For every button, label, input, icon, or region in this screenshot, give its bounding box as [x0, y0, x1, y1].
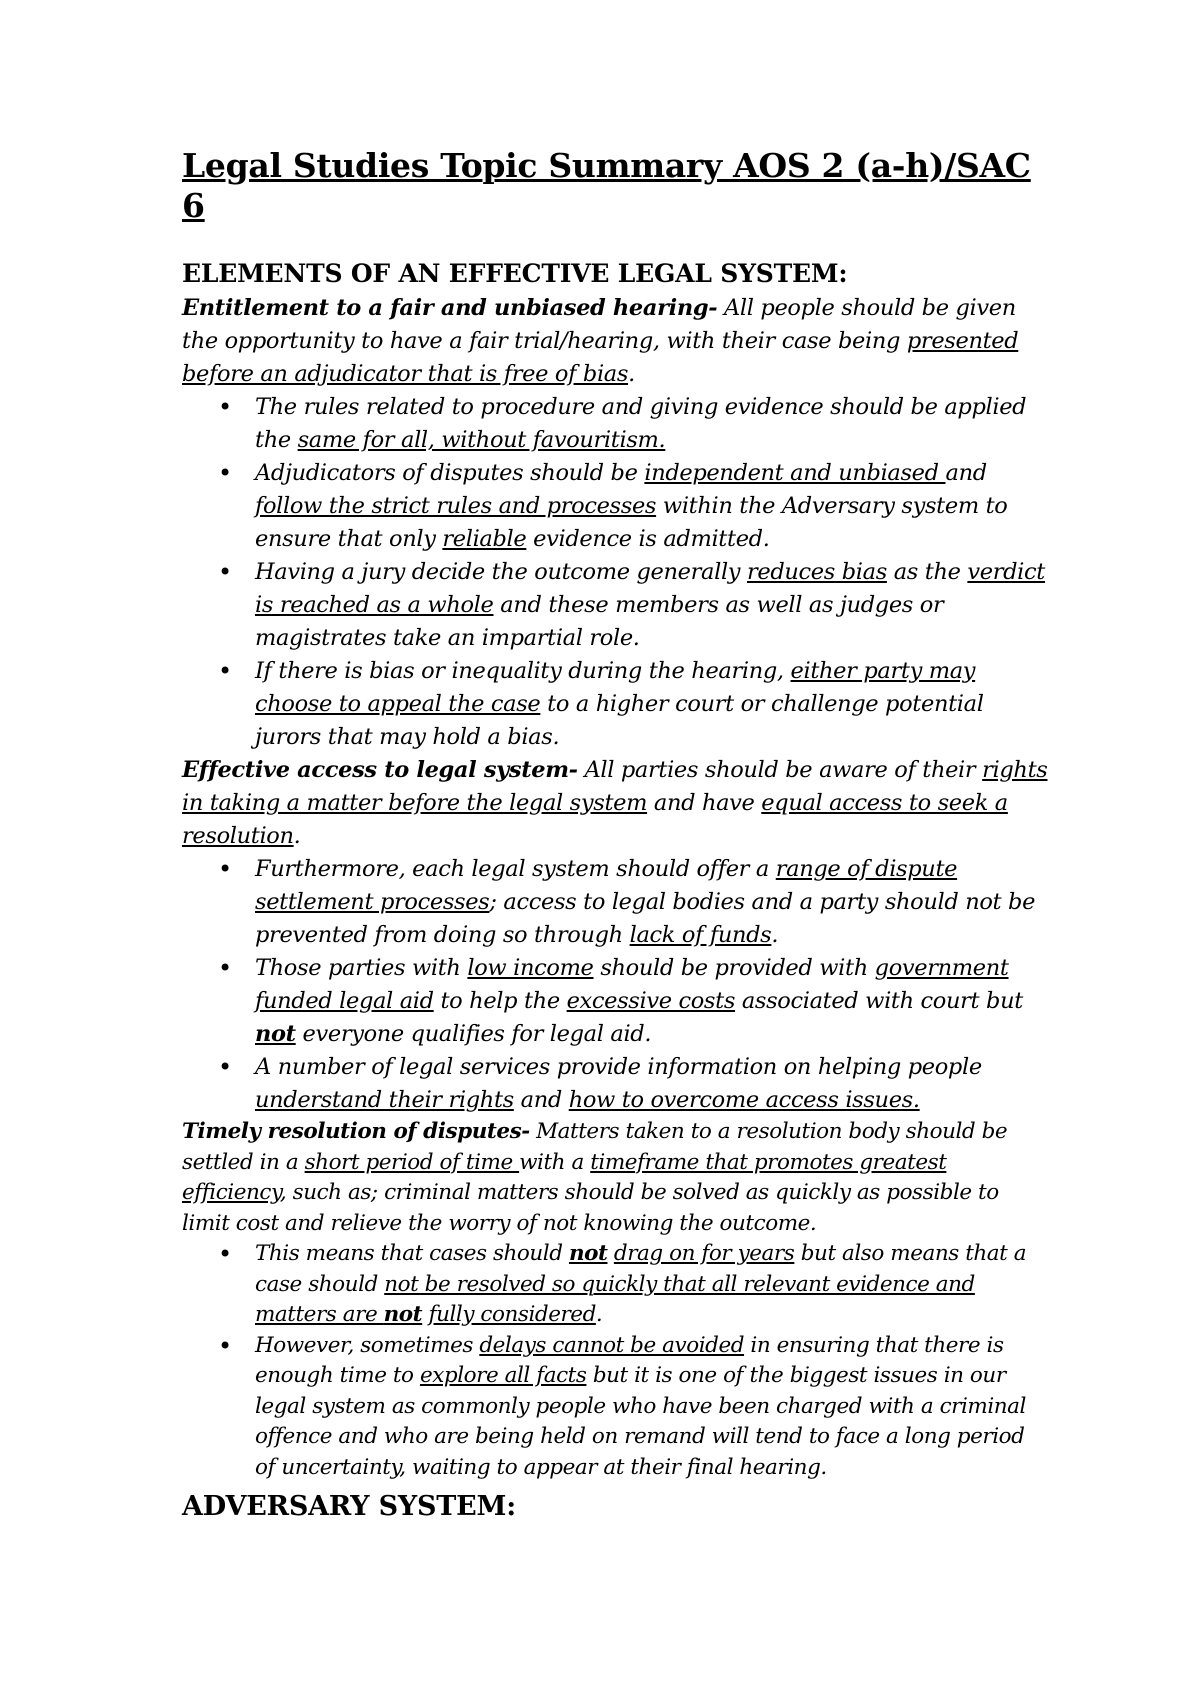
text-run: as the — [886, 559, 968, 585]
text-run: All people should be given the opportunity to have a fair trial/hearing, with their case being — [182, 295, 1016, 354]
text-run: with a — [519, 1149, 591, 1175]
text-run: evidence is admitted. — [526, 526, 770, 552]
text-run: . — [293, 823, 301, 849]
bullet-item — [255, 457, 1050, 556]
text-run: ; access to legal bodies and a party should not be prevented from doing so through — [255, 889, 1036, 948]
text-run: range of dispute settlement processes — [255, 856, 958, 915]
text-run: not — [255, 1021, 296, 1047]
fair-hearing-bullets — [182, 391, 1050, 754]
text-run: and these members as well as judges or magistrates take an impartial role. — [255, 592, 944, 651]
text-run: to help the — [433, 988, 567, 1014]
text-run: follow the strict rules and processes — [255, 493, 657, 519]
text-run: However, sometimes — [255, 1332, 480, 1358]
text-run: . — [771, 922, 779, 948]
text-run: . — [628, 361, 635, 387]
bullet-item — [255, 556, 1050, 655]
text-run: government funded legal aid — [255, 955, 1009, 1014]
text-run: in ensuring that there is enough time to — [255, 1332, 1004, 1388]
document-title: Legal Studies Topic Summary AOS 2 (a-h)/SAC 6 — [182, 146, 1031, 225]
text-run: associated with court but — [735, 988, 1023, 1014]
heading-adversary-system: ADVERSARY SYSTEM: — [182, 1491, 516, 1522]
text-run: low income — [467, 955, 594, 981]
text-run: . — [595, 1302, 603, 1327]
text-run: reduces bias — [746, 559, 887, 585]
text-run: and — [945, 460, 987, 486]
text-run: short period of time — [304, 1149, 520, 1175]
text-run: how to overcome access issues. — [568, 1087, 920, 1113]
text-run: understand their rights — [255, 1087, 514, 1113]
text-run: Adjudicators of disputes should be — [255, 460, 645, 486]
text-run: but it is one of the biggest issues in our legal system as commonly people who have been charged with a criminal offence and who are being held on remand will tend to face a long period of uncertainty, waiting to appear at their final hearing. — [255, 1363, 1026, 1480]
text-run: Timely resolution of disputes- — [182, 1119, 530, 1144]
bullet-item — [255, 1331, 1050, 1484]
text-run: should be provided with — [593, 955, 875, 981]
text-run: independent and unbiased — [644, 460, 946, 486]
bullet-item — [255, 853, 1050, 952]
text-run: Having a jury decide the outcome generally — [255, 559, 747, 585]
text-run: to a higher court or challenge potential jurors that may hold a bias. — [255, 691, 984, 750]
access-bullets — [182, 853, 1050, 1117]
text-run: delays cannot be avoided — [479, 1332, 745, 1358]
access-intro — [182, 754, 1050, 853]
text-run: The rules related to procedure and giving evidence should be applied the — [255, 394, 1027, 453]
bullet-item — [255, 952, 1050, 1051]
text-run: Matters taken to a resolution body should be settled in a — [182, 1119, 1008, 1175]
text-run: reliable — [442, 526, 527, 552]
text-run: everyone qualifies for legal aid. — [295, 1021, 652, 1047]
text-run: Those parties with — [255, 955, 468, 981]
text-run: excessive costs — [566, 988, 736, 1014]
bullet-item — [255, 391, 1050, 457]
timely-resolution-intro — [182, 1117, 1050, 1239]
text-run: not — [383, 1302, 423, 1327]
text-run: either party may choose to appeal the case — [255, 658, 976, 717]
text-run: timeframe that promotes greatest efficiency — [182, 1149, 947, 1205]
text-run: and have — [647, 790, 762, 816]
text-run: explore all facts — [419, 1363, 587, 1388]
text-run: lack of funds — [629, 922, 772, 948]
text-run: verdict is reached as a whole — [255, 559, 1045, 618]
text-run: rights in taking a matter before the legal system — [182, 757, 1048, 816]
text-run: If there is bias or inequality during the hearing, — [255, 658, 791, 684]
text-run: A number of legal services provide information on helping people — [255, 1054, 982, 1080]
text-run: equal access to seek a resolution — [182, 790, 1008, 849]
text-run: not — [568, 1241, 608, 1266]
bullet-item — [255, 655, 1050, 754]
text-run: but also means that a case should — [255, 1241, 1027, 1297]
bullet-item — [255, 1239, 1050, 1331]
text-run: All parties should be aware of their — [577, 757, 983, 783]
text-run: drag on for years — [613, 1241, 795, 1266]
text-run: and — [513, 1087, 569, 1113]
text-run: same for all, without favouritism. — [297, 427, 666, 453]
text-run: presented before an adjudicator that is free of bias — [182, 328, 1019, 387]
text-run: not be resolved so quickly that all relevant evidence and matters are — [255, 1271, 975, 1327]
text-run: within the Adversary system to ensure that only — [255, 493, 1008, 552]
heading-elements-effective-legal-system: ELEMENTS OF AN EFFECTIVE LEGAL SYSTEM: — [182, 259, 848, 288]
text-run: Effective access to legal system- — [182, 757, 578, 783]
text-run: Furthermore, each legal system should offer a — [255, 856, 776, 882]
text-run: fully considered — [428, 1302, 596, 1327]
text-run: This means that cases should — [255, 1241, 569, 1266]
bullet-item — [255, 1051, 1050, 1117]
fair-hearing-intro — [182, 292, 1050, 391]
text-run: Entitlement to a fair and unbiased hearing- — [182, 295, 718, 321]
timely-resolution-bullets — [182, 1239, 1050, 1483]
text-run: , such as; criminal matters should be solved as quickly as possible to limit cost and relieve the worry of not knowing the outcome. — [182, 1180, 999, 1236]
